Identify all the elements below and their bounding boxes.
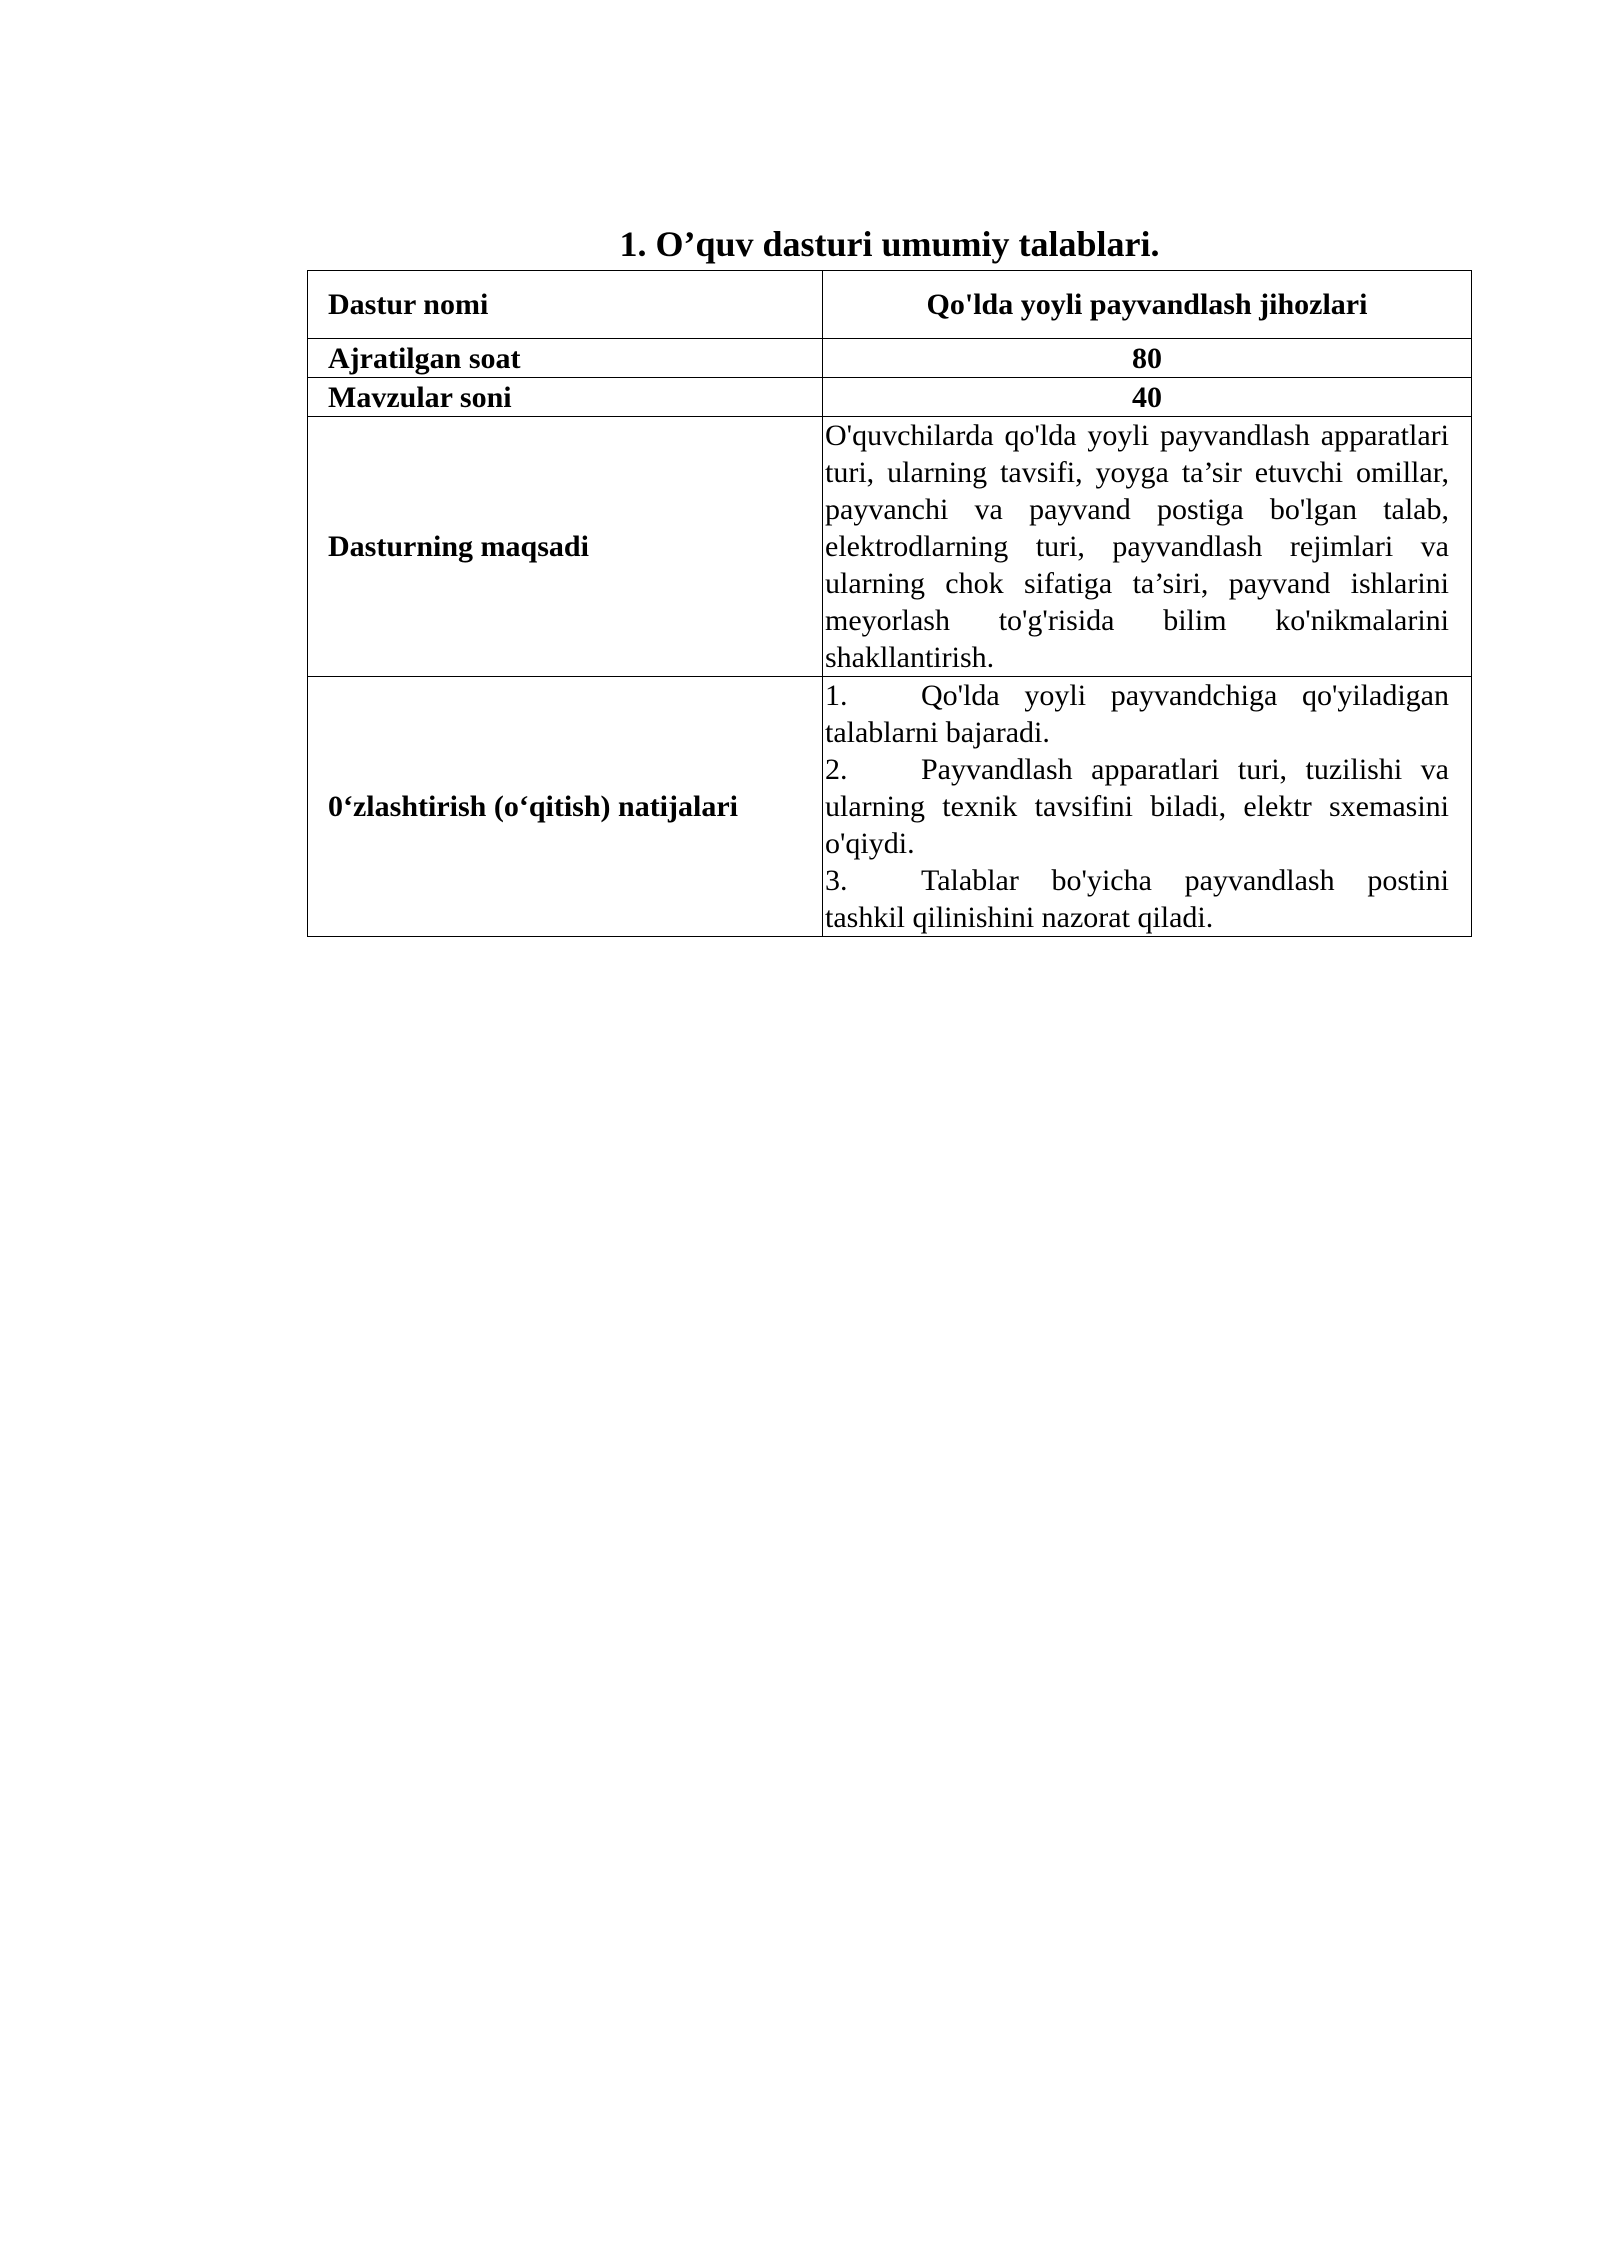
document-title: 1. O’quv dasturi umumiy talablari. bbox=[619, 224, 1160, 264]
program-requirements-table bbox=[307, 270, 1472, 937]
item-number: 3. bbox=[825, 864, 848, 897]
list-item bbox=[825, 677, 1449, 751]
item-text: Payvandlash apparatlari turi, tuzilishi va ularning texnik tavsifini biladi, elektr sxemasini o'qiydi. bbox=[825, 753, 1449, 860]
table-row bbox=[308, 339, 1472, 378]
table-row bbox=[308, 271, 1472, 339]
learning-outcomes-list bbox=[823, 677, 1472, 937]
item-number: 1. bbox=[825, 679, 848, 712]
table-row bbox=[308, 378, 1472, 417]
list-item bbox=[825, 862, 1449, 936]
row-label: Dasturning maqsadi bbox=[308, 417, 823, 677]
row-label: 0‘zlashtirish (o‘qitish) natijalari bbox=[308, 677, 823, 937]
row-label: Ajratilgan soat bbox=[308, 339, 823, 378]
table-row bbox=[308, 677, 1472, 937]
hours-value: 80 bbox=[823, 339, 1472, 378]
item-text: Talablar bo'yicha payvandlash postini tashkil qilinishini nazorat qiladi. bbox=[825, 864, 1449, 934]
row-label: Mavzular soni bbox=[308, 378, 823, 417]
topics-count-value: 40 bbox=[823, 378, 1472, 417]
program-goal-text: O'quvchilarda qo'lda yoyli payvandlash apparatlari turi, ularning tavsifi, yoyga ta’sir etuvchi omillar, payvanchi va payvand postiga bo'lgan talab, elektrodlarning turi, payvandlash rejimlari va ularning chok sifatiga ta’siri, payvand ishlarini meyorlash to'g'risida bilim ko'nikmalarini shakllantirish. bbox=[823, 417, 1472, 677]
item-number: 2. bbox=[825, 753, 848, 786]
program-name-value: Qo'lda yoyli payvandlash jihozlari bbox=[823, 271, 1472, 339]
row-label: Dastur nomi bbox=[308, 271, 823, 339]
item-text: Qo'lda yoyli payvandchiga qo'yiladigan talablarni bajaradi. bbox=[825, 679, 1449, 749]
list-item bbox=[825, 751, 1449, 862]
table-row bbox=[308, 417, 1472, 677]
